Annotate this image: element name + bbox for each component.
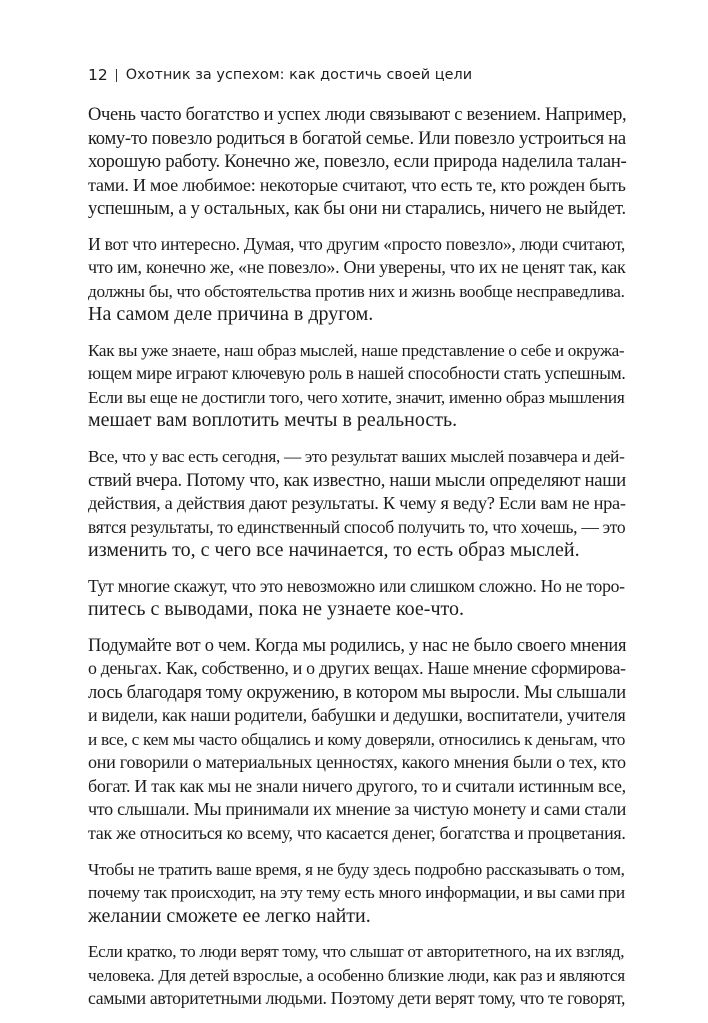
- text-line: И вот что интересно. Думая, что другим «просто повезло», люди считают,: [88, 233, 626, 254]
- page-number: 12: [88, 66, 108, 84]
- text-line: ствий вчера. Потому что, как известно, наши мысли определяют наши: [88, 469, 626, 491]
- text-line: ющем мире играют ключевую роль в нашей способности стать успешным.: [88, 363, 626, 384]
- text-line: Если кратко, то люди верят тому, что слышат от авторитетного, на их взгляд,: [88, 942, 625, 962]
- text-line: вятся результаты, то единственный способ получить то, что хочешь, — это: [88, 516, 626, 537]
- text-line: что слышали. Мы принимали их мнение за чистую монету и сами стали: [88, 799, 626, 820]
- text-line: Подумайте вот о чем. Когда мы родились, у нас не было своего мнения: [88, 634, 627, 655]
- text-line: лось благодаря тому окружению, в котором мы выросли. Мы слышали: [88, 681, 626, 702]
- paragraph: [88, 858, 628, 929]
- body-text: [88, 103, 628, 1023]
- paragraph: [88, 233, 628, 327]
- text-line: Очень часто богатство и успех люди связывают с везением. Например,: [88, 104, 627, 124]
- header-separator: [116, 69, 117, 82]
- text-line: что им, конечно же, «не повезло». Они уверены, что их не ценят так, как: [88, 257, 626, 278]
- text-line: и все, с кем мы часто общались и кому доверяли, относились к деньгам, что: [88, 729, 626, 749]
- text-line: На самом деле причина в другом.: [88, 303, 374, 326]
- text-line: Чтобы не тратить ваше время, я не буду здесь подробно рассказывать о том,: [88, 859, 625, 879]
- text-line: питесь с выводами, пока не узнаете кое-что.: [88, 598, 464, 621]
- text-line: богат. И так как мы не знали ничего другого, то и считали истинным все,: [88, 775, 626, 796]
- text-line: хорошую работу. Конечно же, повезло, если природа наделила талан-: [88, 151, 627, 172]
- text-line: мешает вам воплотить мечты в реальность.: [88, 409, 458, 432]
- text-line: кому-то повезло родиться в богатой семье. Или повезло устроиться на: [88, 127, 626, 149]
- text-line: успешным, а у остальных, как бы они ни старались, ничего не выйдет.: [88, 198, 626, 219]
- running-head: [88, 64, 472, 86]
- text-line: Все, что у вас есть сегодня, — это результат ваших мыслей позавчера и дей-: [88, 447, 625, 467]
- text-line: изменить то, с чего все начинается, то есть образ мыслей.: [88, 539, 580, 562]
- paragraph: [88, 445, 628, 563]
- text-line: почему так происходит, на эту тему есть много информации, и вы сами при: [88, 883, 625, 903]
- paragraph: [88, 940, 628, 1011]
- paragraph: [88, 634, 628, 846]
- paragraph: [88, 339, 628, 433]
- book-title: Охотник за успехом: как достичь своей цели: [125, 67, 473, 83]
- text-line: должны бы, что обстоятельства против них и жизнь вообще несправедлива.: [88, 281, 625, 301]
- text-line: тами. И мое любимое: некоторые считают, что есть те, кто рожден быть: [88, 174, 626, 195]
- text-line: о деньгах. Как, собственно, и о других вещах. Наше мнение сформирова-: [88, 658, 626, 679]
- text-line: Тут многие скажут, что это невозможно или слишком сложно. Но не торо-: [88, 575, 625, 596]
- text-line: и видели, как наши родители, бабушки и дедушки, воспитатели, учителя: [88, 705, 626, 726]
- text-line: Если вы еще не достигли того, чего хотите, значит, именно образ мышления: [88, 387, 625, 407]
- text-line: человека. Для детей взрослые, а особенно близкие люди, как раз и являются: [88, 965, 625, 985]
- text-line: Как вы уже знаете, наш образ мыслей, наше представление о себе и окружа-: [88, 340, 625, 360]
- paragraph: [88, 103, 628, 221]
- text-line: действия, а действия дают результаты. К чему я веду? Если вам не нра-: [88, 493, 626, 514]
- text-line: они говорили о материальных ценностях, какого мнения были о тех, кто: [88, 752, 626, 773]
- text-line: желании сможете ее легко найти.: [88, 904, 371, 927]
- paragraph: [88, 575, 628, 622]
- text-line: самыми авторитетными людьми. Поэтому дети верят тому, что те говорят,: [88, 988, 626, 1009]
- text-line: так же относиться ко всему, что касается денег, богатства и процветания.: [88, 822, 626, 843]
